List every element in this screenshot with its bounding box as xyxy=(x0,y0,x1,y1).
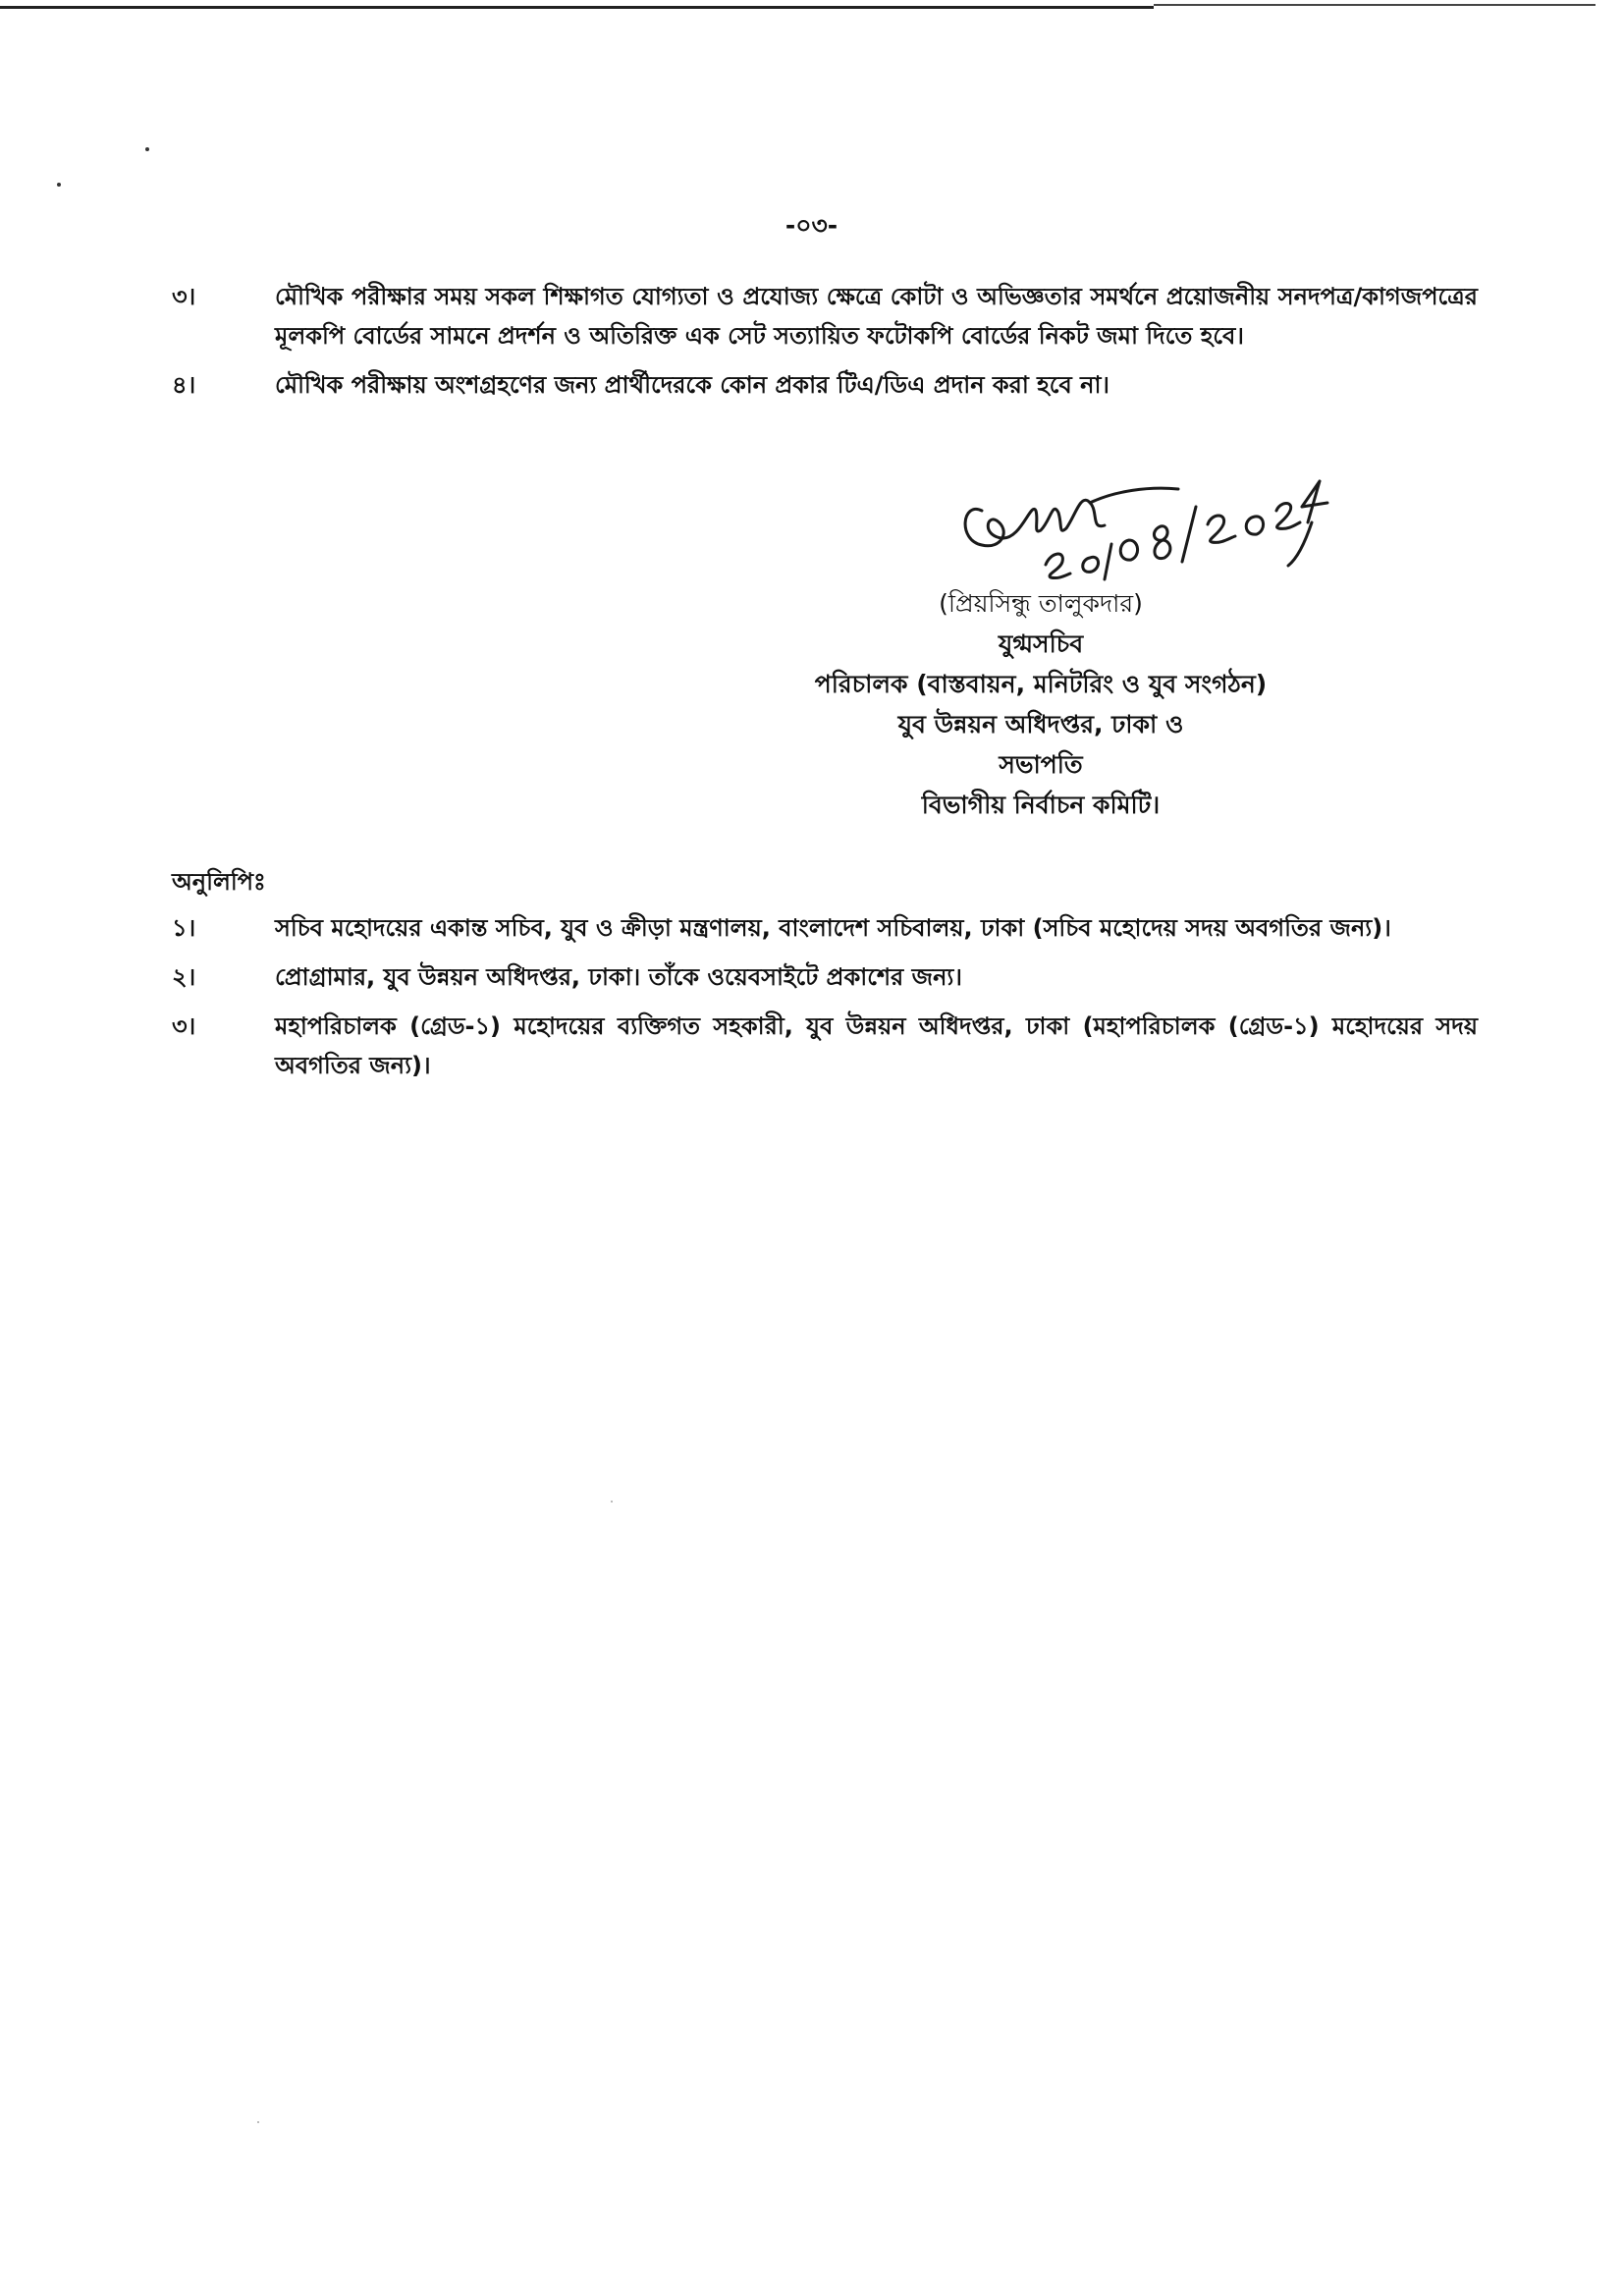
list-item xyxy=(172,1007,1478,1085)
scan-top-rule-tail xyxy=(1154,4,1596,6)
signature-block xyxy=(687,584,1394,826)
item-number: ২। xyxy=(172,963,196,991)
instruction-list xyxy=(172,277,1478,414)
committee-role: সভাপতি xyxy=(999,750,1083,779)
scan-top-rule xyxy=(0,6,1154,9)
signatory-role: পরিচালক (বাস্তবায়ন, মনিটরিং ও যুব সংগঠন) xyxy=(814,670,1268,698)
list-item xyxy=(172,277,1478,355)
scan-speck xyxy=(145,147,149,151)
committee-name: বিভাগীয় নির্বাচন কমিটি। xyxy=(921,791,1161,819)
copies-heading: অনুলিপিঃ xyxy=(172,868,266,896)
handwritten-signature xyxy=(943,442,1335,584)
list-item xyxy=(172,908,1478,948)
item-number: ১। xyxy=(172,914,196,942)
scan-speck xyxy=(57,183,61,187)
signatory-name: (প্রিয়সিন্ধু তালুকদার) xyxy=(939,589,1143,618)
page-number: -০৩- xyxy=(784,211,839,240)
scan-speck xyxy=(257,2121,259,2123)
item-text: সচিব মহোদয়ের একান্ত সচিব, যুব ও ক্রীড়া মন্ত্রণালয়, বাংলাদেশ সচিবালয়, ঢাকা (সচিব মহোদেয় সদয় অবগতির জন্য)। xyxy=(275,914,1391,942)
item-number: ৩। xyxy=(172,283,196,310)
scan-speck xyxy=(611,1501,613,1503)
signatory-office: যুব উন্নয়ন অধিদপ্তর, ঢাকা ও xyxy=(897,710,1184,738)
list-item xyxy=(172,957,1478,997)
item-number: ৩। xyxy=(172,1012,196,1040)
signatory-designation: যুগ্মসচিব xyxy=(998,629,1084,658)
item-text: প্রোগ্রামার, যুব উন্নয়ন অধিদপ্তর, ঢাকা। তাঁকে ওয়েবসাইটে প্রকাশের জন্য। xyxy=(275,963,962,991)
copies-list xyxy=(172,908,1478,1095)
item-number: ৪। xyxy=(172,371,196,399)
item-text: মৌখিক পরীক্ষার সময় সকল শিক্ষাগত যোগ্যতা ও প্রযোজ্য ক্ষেত্রে কোটা ও অভিজ্ঞতার সমর্থনে প্রয়োজনীয় সনদপত্র/কাগজপত্রের মূলকপি বোর্ডের সামনে প্রদর্শন ও অতিরিক্ত এক সেট সত্যায়িত ফটোকপি বোর্ডের নিকট জমা দিতে হবে। xyxy=(275,283,1478,350)
list-item xyxy=(172,365,1478,405)
item-text: মৌখিক পরীক্ষায় অংশগ্রহণের জন্য প্রার্থীদেরকে কোন প্রকার টিএ/ডিএ প্রদান করা হবে না। xyxy=(275,371,1110,399)
item-text: মহাপরিচালক (গ্রেড-১) মহোদয়ের ব্যক্তিগত সহকারী, যুব উন্নয়ন অধিদপ্তর, ঢাকা (মহাপরিচালক (গ্রেড-১) মহোদয়ের সদয় অবগতির জন্য)। xyxy=(275,1012,1478,1079)
